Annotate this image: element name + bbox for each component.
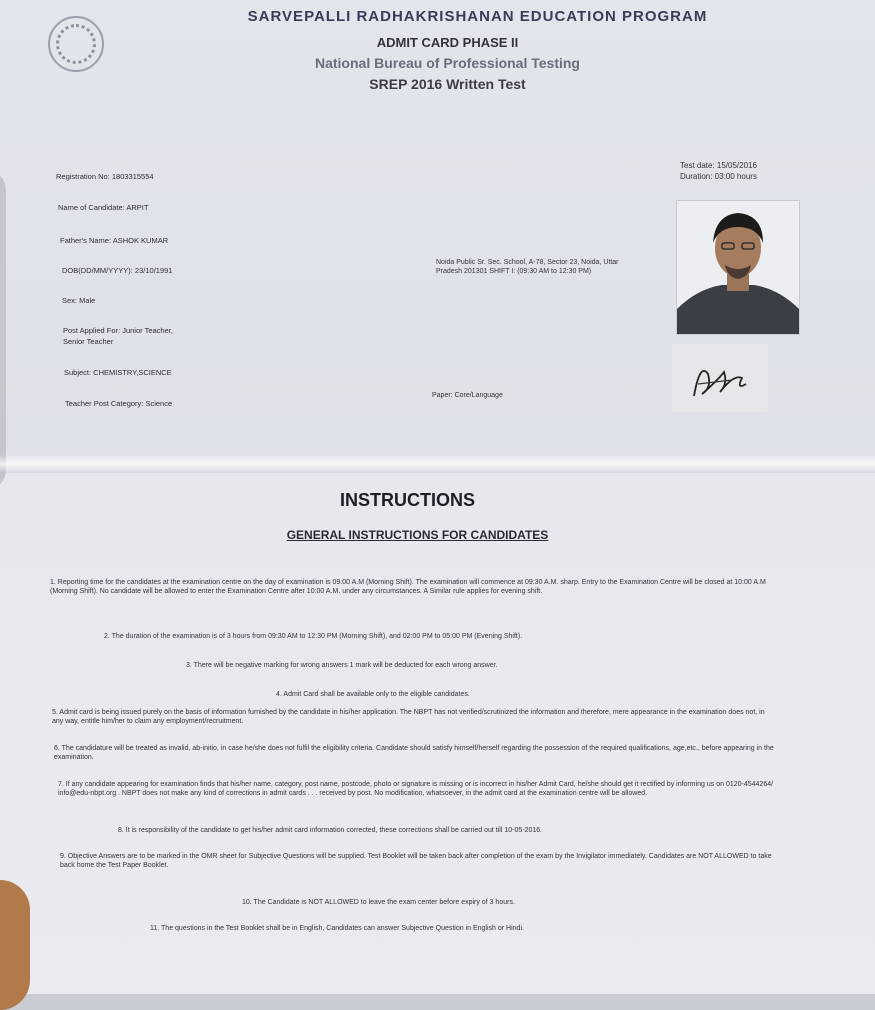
candidate-name: Name of Candidate: ARPIT: [58, 203, 149, 212]
instruction-item: 2. The duration of the examination is of 3 hours from 09:30 AM to 12:30 PM (Morning Shift), and 02:00 PM to 05:00 PM (Evening Shift).: [104, 633, 523, 640]
registration-number: Registration No: 1803315554: [56, 172, 154, 181]
instruction-item: 8. It is responsibility of the candidate to get his/her admit card information corrected, these corrections shall be carried out till 10-05-2016.: [118, 827, 543, 834]
candidate-photo: [676, 200, 800, 335]
subject: Subject: CHEMISTRY,SCIENCE: [64, 368, 172, 377]
instruction-item: 9. Objective Answers are to be marked in the OMR sheet for Subjective Questions will be supplied. Test Booklet will be taken back after completion of the exam by the Invigilator immediately. Candidates are NOT ALLOWED to take back home the Test Paper Booklet.: [60, 853, 772, 869]
test-duration: Duration: 03:00 hours: [680, 172, 757, 181]
test-date: Test date: 15/05/2016: [680, 161, 757, 170]
thumb-in-frame: [0, 880, 30, 1010]
instruction-item: 4. Admit Card shall be available only to the eligible candidates.: [276, 691, 470, 698]
test-name: SREP 2016 Written Test: [369, 76, 526, 92]
sex: Sex: Male: [62, 296, 96, 305]
father-name: Father's Name: ASHOK KUMAR: [60, 236, 169, 245]
post-applied-line1: Post Applied For: Junior Teacher,: [63, 326, 173, 335]
paper-type: Paper: Core/Language: [432, 392, 503, 399]
instructions-title: INSTRUCTIONS: [340, 490, 475, 510]
candidate-signature: [672, 344, 768, 412]
bureau-name: National Bureau of Professional Testing: [314, 55, 580, 71]
instructions-subtitle: GENERAL INSTRUCTIONS FOR CANDIDATES: [286, 528, 549, 542]
instruction-item: 6. The candidature will be treated as invalid, ab-initio, in case he/she does not fulfil the eligibility criteria. Candidate should satisfy himself/herself regarding the possession of the required qualifications, age,etc., before appearing in the examination.: [54, 745, 774, 761]
instruction-item: 1. Reporting time for the candidates at the examination centre on the day of examination is 09:00 A.M (Morning Shift). The examination will commence at 09:30 A.M. sharp. Entry to the Examination Centre will be closed at 10:00 A.M (Morning Shift). No candidate will be allowed to enter the Examination Centre after 10:00 A.M. under any circumstances. A Similar rule applies for evening shift.: [50, 579, 766, 595]
instruction-item: 5. Admit card is being issued purely on the basis of information furnished by the candidate in his/her application. The NBPT has not verified/scrutinized the information and therefore, mere appearance in the examination does not, in any way, entitle him/her to claim any employment/recruitment.: [52, 709, 765, 725]
instruction-item: 3. There will be negative marking for wrong answers 1 mark will be deducted for each wrong answer.: [186, 662, 498, 669]
date-of-birth: DOB(DD/MM/YYYY): 23/10/1991: [62, 266, 173, 275]
instruction-item: 11. The questions in the Test Booklet shall be in English, Candidates can answer Subjective Question in English or Hindi.: [150, 925, 524, 932]
org-title: SARVEPALLI RADHAKRISHANAN EDUCATION PROGRAM: [247, 8, 708, 25]
instruction-item: 10. The Candidate is NOT ALLOWED to leave the exam center before expiry of 3 hours.: [242, 899, 515, 906]
admit-card-heading: ADMIT CARD PHASE II: [376, 35, 519, 50]
exam-venue: Noida Public Sr. Sec. School, A-78, Sector 23, Noida, Uttar Pradesh 201301 SHIFT I: (09:30 AM to 12:30 PM): [436, 259, 619, 275]
finger-shadow: [0, 170, 6, 490]
instruction-item: 7. If any candidate appearing for examination finds that his/her name, category, post name, postcode, photo or signature is missing or is incorrect in his/her Admit Card, he/she should get it rectified by informing us on 0120-4544264/ info@edu-nbpt.org . NBPT does not make any kind of corrections in admit cards . . . received by post. No modification, whatsoever, in the admit card at the examination centre will be allowed.: [58, 781, 774, 797]
post-applied-line2: Senior Teacher: [63, 337, 114, 346]
teacher-post-category: Teacher Post Category: Science: [65, 399, 173, 408]
test-info: [680, 160, 757, 182]
paper-fold: [0, 455, 875, 473]
